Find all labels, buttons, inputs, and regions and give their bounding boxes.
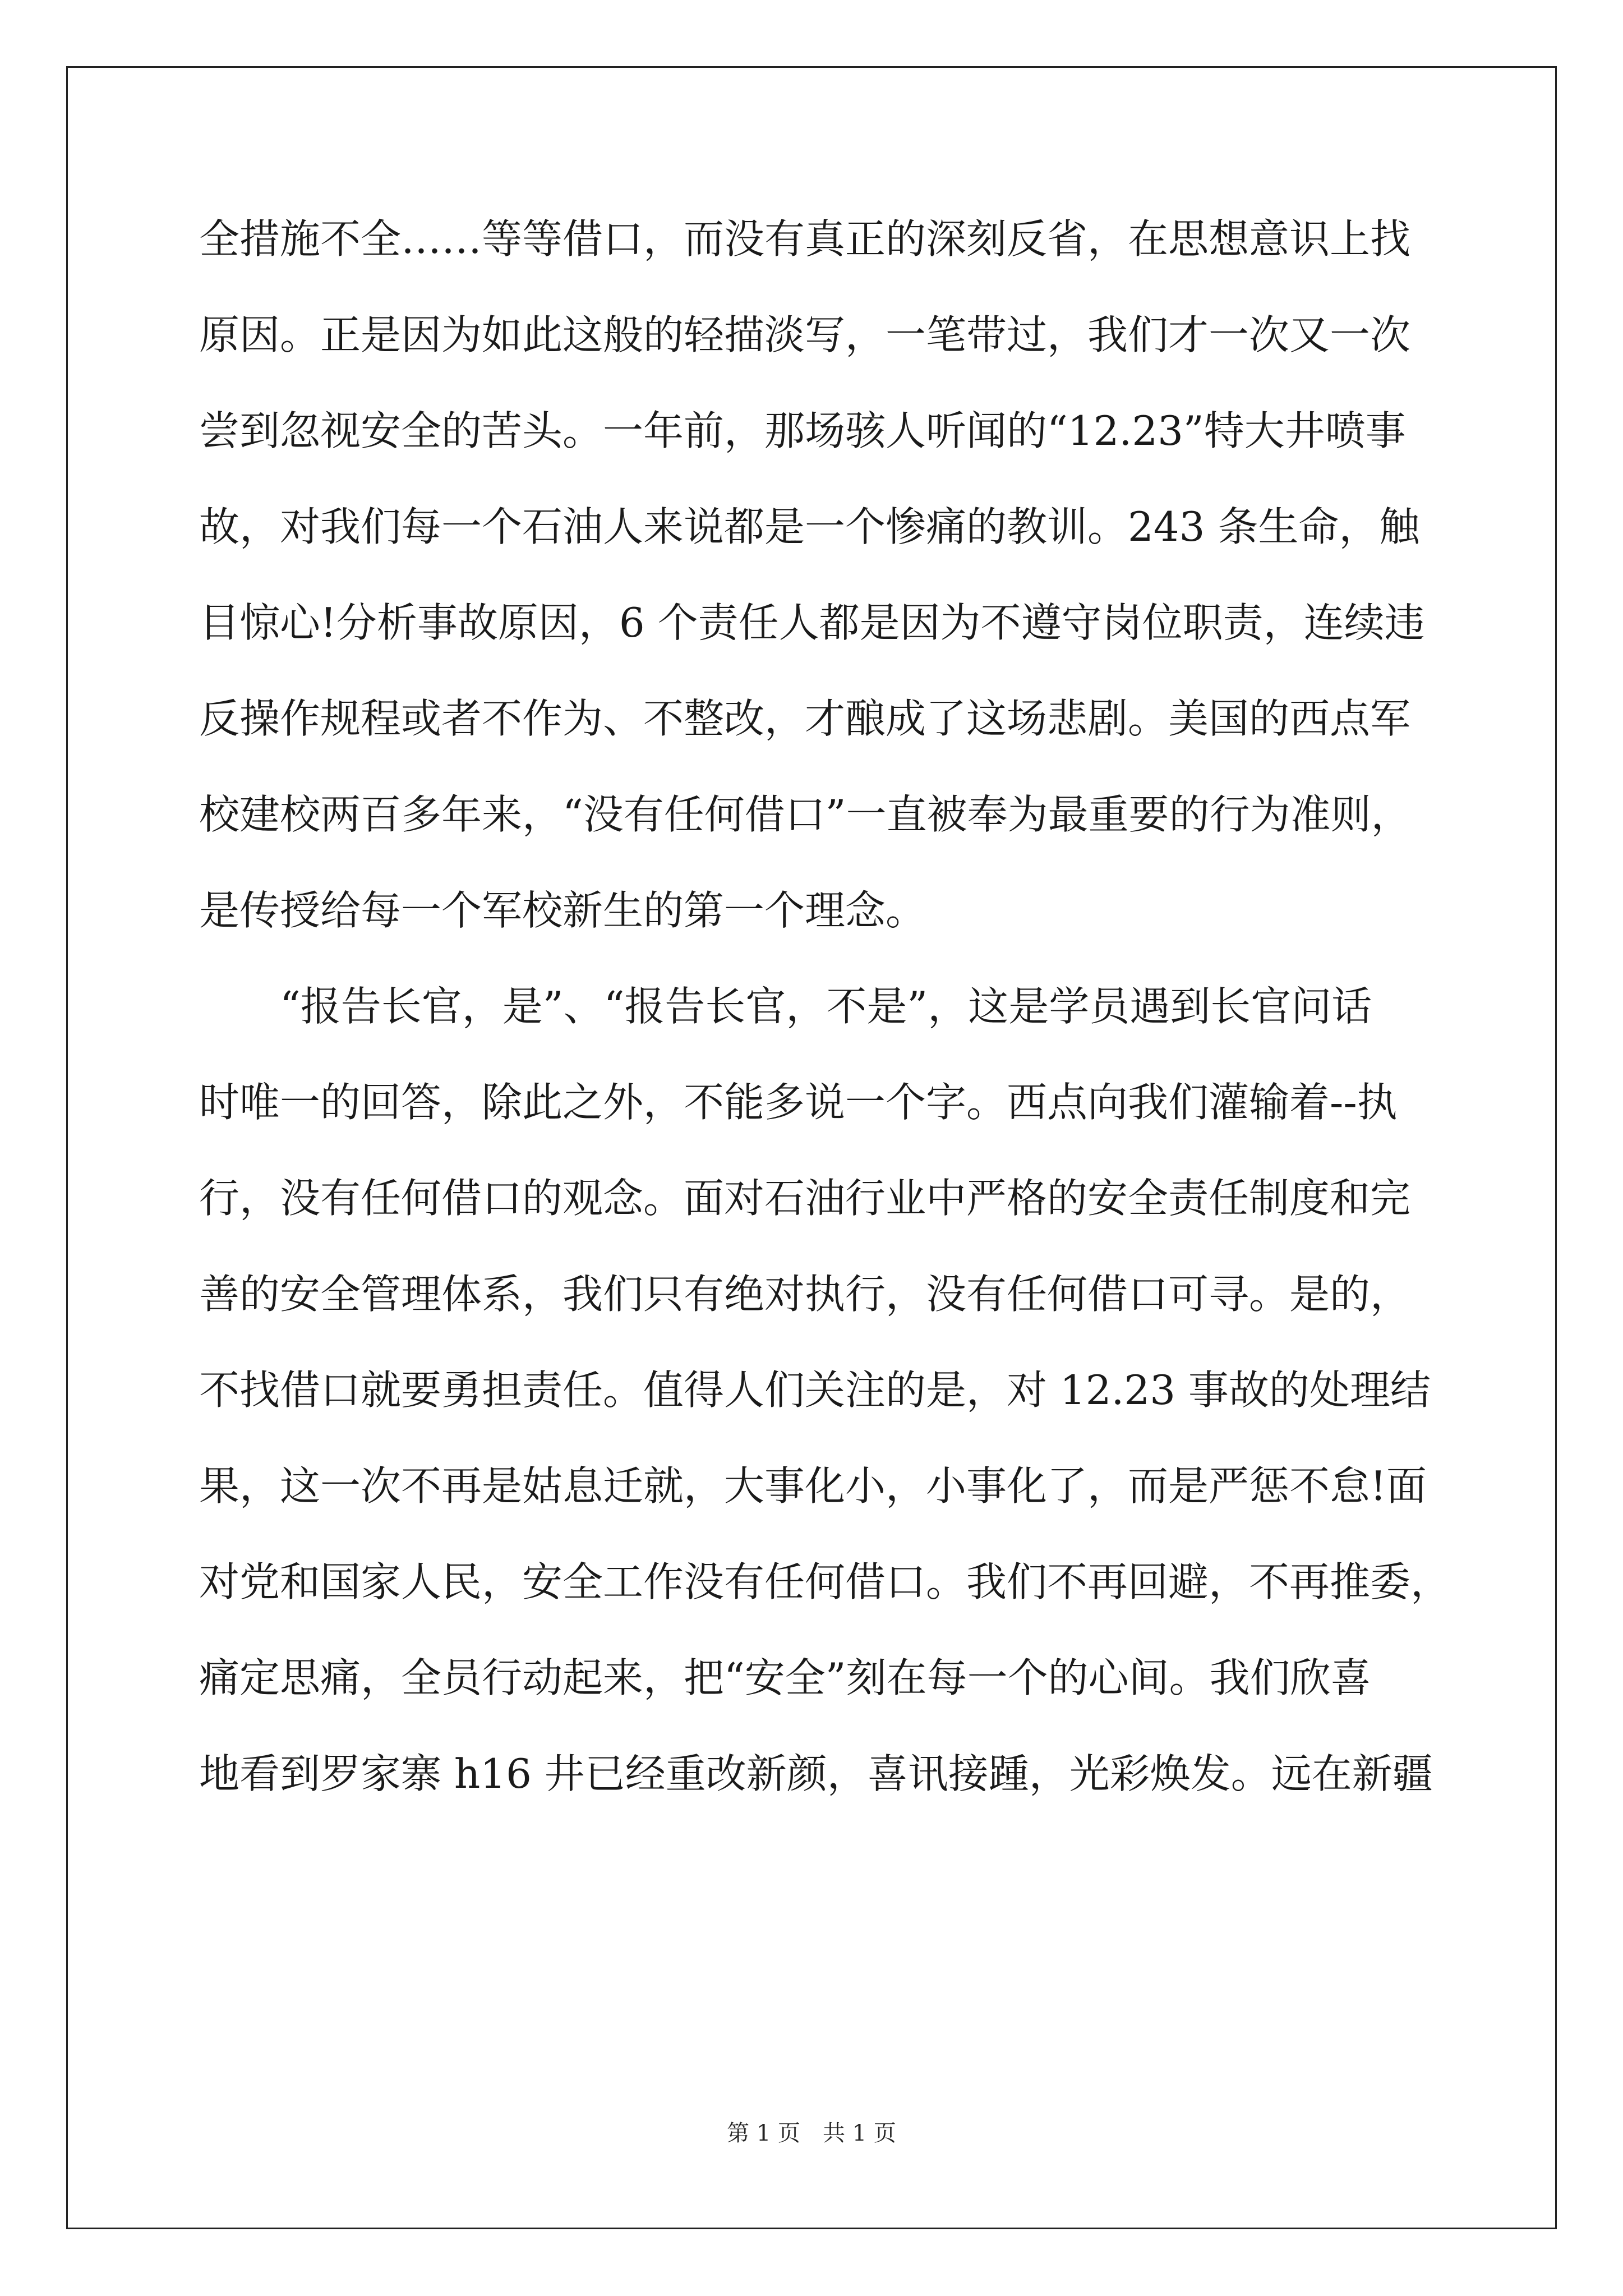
text-line: 故，对我们每一个石油人来说都是一个惨痛的教训。243 条生命，触	[199, 503, 1420, 550]
text-line: 反操作规程或者不作为、不整改，才酿成了这场悲剧。美国的西点军	[199, 695, 1411, 742]
text-line: 果，这一次不再是姑息迁就，大事化小，小事化了，而是严惩不怠!面	[199, 1462, 1427, 1510]
text-line: 全措施不全……等等借口，而没有真正的深刻反省，在思想意识上找	[199, 215, 1411, 263]
text-line: 痛定思痛，全员行动起来，把“安全”刻在每一个的心间。我们欣喜	[199, 1654, 1371, 1701]
text-line: 行，没有任何借口的观念。面对石油行业中严格的安全责任制度和完	[199, 1175, 1411, 1222]
text-line: 目惊心!分析事故原因，6 个责任人都是因为不遵守岗位职责，连续违	[199, 599, 1425, 646]
text-line-paragraph-start: “报告长官，是”、“报告长官，不是”，这是学员遇到长官问话	[280, 983, 1372, 1030]
page-footer: 第 1 页 共 1 页	[727, 2120, 896, 2146]
text-line: 校建校两百多年来，“没有任何借口”一直被奉为最重要的行为准则，	[199, 791, 1412, 838]
text-line: 对党和国家人民，安全工作没有任何借口。我们不再回避，不再推委，	[199, 1558, 1451, 1605]
text-line: 是传授给每一个军校新生的第一个理念。	[199, 887, 926, 934]
text-line: 不找借口就要勇担责任。值得人们关注的是，对 12.23 事故的处理结	[199, 1366, 1431, 1414]
text-line: 地看到罗家寨 h16 井已经重改新颜，喜讯接踵，光彩焕发。远在新疆	[199, 1750, 1433, 1797]
text-line: 善的安全管理体系，我们只有绝对执行，没有任何借口可寻。是的，	[199, 1271, 1411, 1318]
document-body	[199, 215, 1451, 1849]
text-line: 尝到忽视安全的苦头。一年前，那场骇人听闻的“12.23”特大井喷事	[199, 407, 1406, 454]
text-line: 原因。正是因为如此这般的轻描淡写，一笔带过，我们才一次又一次	[199, 311, 1411, 358]
text-line: 时唯一的回答，除此之外，不能多说一个字。西点向我们灌输着--执	[199, 1079, 1398, 1126]
